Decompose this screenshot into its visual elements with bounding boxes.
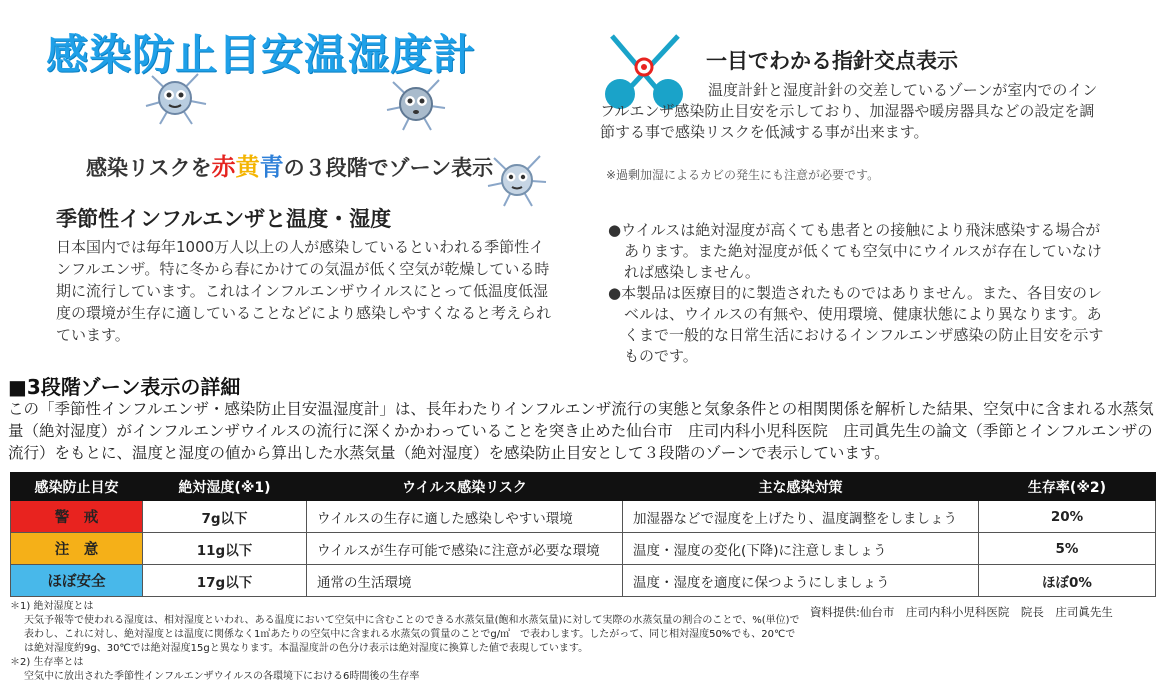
risk-cell: ウイルスの生存に適した感染しやすい環境 bbox=[307, 501, 623, 533]
notice-list bbox=[608, 220, 1104, 367]
table-row bbox=[11, 501, 1156, 533]
seasonal-heading: 季節性インフルエンザと温度・湿度 bbox=[56, 207, 392, 231]
footnote-2-text: 空気中に放出された季節性インフルエンザウイルスの各環境下における6時間後の生存率 bbox=[24, 671, 420, 682]
virus-icon bbox=[383, 76, 449, 134]
footnote-1-text: 天気予報等で使われる湿度は、相対湿度といわれ、ある温度において空気中に含むことのできる水蒸気量(飽和水蒸気量)に対して実際の水蒸気量の割合のことで、%(単位)で表わし、これに対し、絶対湿度とは温度に関係なく1㎥あたりの空気中に含まれる水蒸気の質量のことでg/㎥ で表わします。したがって、同じ相対湿度50%でも、20℃では絶対湿度約9g、30℃では絶対湿度15gと異なります。本温湿度計の色分け表示は絶対湿度に換算した値で表現しています。 bbox=[24, 615, 800, 654]
footnote-2-title: ＊2) 生存率とは bbox=[10, 657, 84, 668]
zone-badge-safe: ほぼ安全 bbox=[11, 565, 143, 597]
abs-humidity-cell: 11g以下 bbox=[143, 533, 307, 565]
survival-rate-cell: 5% bbox=[979, 533, 1156, 565]
zone-yellow-word: 黄 bbox=[235, 153, 260, 181]
notice-item: ●本製品は医療目的に製造されたものではありません。また、各目安のレベルは、ウイルスの有無や、使用環境、健康状態により異なります。あくまで一般的な日常生活におけるインフルエンザ感染の防止目安を示すものです。 bbox=[608, 284, 1104, 365]
zone-tagline bbox=[86, 147, 493, 182]
zone-red-word: 赤 bbox=[211, 153, 236, 181]
needle-heading: 一目でわかる指針交点表示 bbox=[706, 49, 958, 73]
notice-item: ●ウイルスは絶対湿度が高くても患者との接触により飛沫感染する場合があります。また絶対湿度が低くても空気中にウイルスが存在していなければ感染しません。 bbox=[608, 221, 1102, 281]
risk-cell: 通常の生活環境 bbox=[307, 565, 623, 597]
source-credit: 資料提供:仙台市 庄司内科小児科医院 院長 庄司眞先生 bbox=[810, 605, 1113, 619]
footnotes bbox=[10, 600, 800, 684]
seasonal-text: 日本国内では毎年1000万人以上の人が感染しているといわれる季節性インフルエンザ。特に冬から春にかけての気温が低く空気が乾燥している時期に流行しています。これはインフルエンザウイルスにとって低温度低湿度の環境が生存に適していることなどにより感染しやすくなると考えられています。 bbox=[56, 238, 552, 344]
col-risk-header: ウイルス感染リスク bbox=[307, 473, 623, 501]
virus-icon bbox=[140, 68, 210, 128]
zone-blue-word: 青 bbox=[259, 153, 284, 181]
col-abs-header: 絶対湿度(※1) bbox=[143, 473, 307, 501]
page-title: 感染防止目安温湿度計 bbox=[46, 30, 477, 79]
zone-badge-caution: 注 意 bbox=[11, 533, 143, 565]
measure-cell: 温度・湿度を適度に保つようにしましょう bbox=[623, 565, 979, 597]
zone-table bbox=[10, 472, 1156, 597]
detail-heading: ■3段階ゾーン表示の詳細 bbox=[8, 375, 241, 399]
abs-humidity-cell: 17g以下 bbox=[143, 565, 307, 597]
zone-badge-warning: 警 戒 bbox=[11, 501, 143, 533]
needle-text: 温度計針と湿度計針の交差しているゾーンが室内でのインフルエンザ感染防止目安を示しており、加湿器や暖房器具などの設定を調節する事で感染リスクを低減する事が出来ます。 bbox=[600, 81, 1098, 141]
detail-text: この「季節性インフルエンザ・感染防止目安温湿度計」は、長年わたりインフルエンザ流行の実態と気象条件との相関関係を解析した結果、空気中に含まれる水蒸気量（絶対湿度）がインフルエンザウイルスの流行に深くかかわっていることを突き止めた仙台市 庄司内科小児科医院 庄司眞先生の論文（季節とインフルエンザの流行）をもとに、温度と湿度の値から算出した水蒸気量（絶対湿度）を感染防止目安として３段階のゾーンで表示しています。 bbox=[8, 400, 1154, 462]
measure-cell: 加湿器などで湿度を上げたり、温度調整をしましょう bbox=[623, 501, 979, 533]
survival-rate-cell: ほぼ0% bbox=[979, 565, 1156, 597]
col-measure-header: 主な感染対策 bbox=[623, 473, 979, 501]
virus-icon bbox=[486, 152, 548, 208]
table-header-row bbox=[11, 473, 1156, 501]
survival-rate-cell: 20% bbox=[979, 501, 1156, 533]
table-row bbox=[11, 533, 1156, 565]
risk-cell: ウイルスが生存可能で感染に注意が必要な環境 bbox=[307, 533, 623, 565]
table-row bbox=[11, 565, 1156, 597]
zone-tagline-post: の３段階でゾーン表示 bbox=[283, 156, 494, 180]
measure-cell: 温度・湿度の変化(下降)に注意しましょう bbox=[623, 533, 979, 565]
needle-note: ※過剰加湿によるカビの発生にも注意が必要です。 bbox=[606, 168, 880, 182]
col-rate-header: 生存率(※2) bbox=[979, 473, 1156, 501]
zone-tagline-pre: 感染リスクを bbox=[86, 156, 212, 180]
abs-humidity-cell: 7g以下 bbox=[143, 501, 307, 533]
footnote-1-title: ＊1) 絶対湿度とは bbox=[10, 601, 94, 612]
col-zone-header: 感染防止目安 bbox=[11, 473, 143, 501]
